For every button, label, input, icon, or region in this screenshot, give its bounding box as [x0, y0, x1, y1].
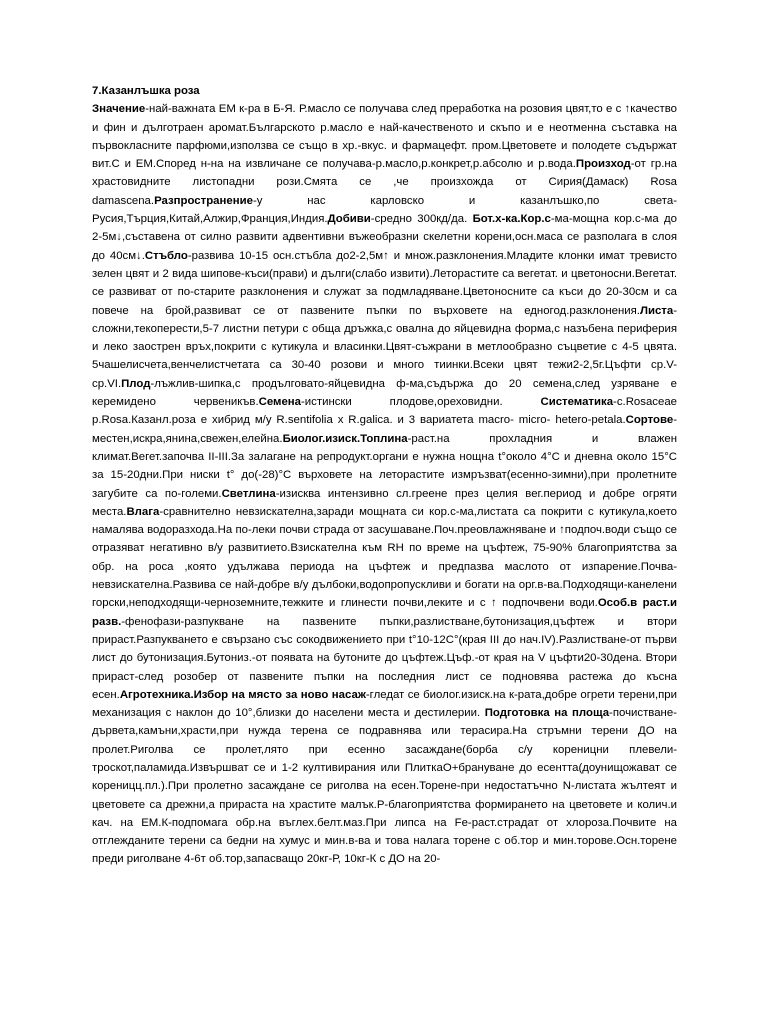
text-segment: -сравнително невзискателна,заради мощната си кор.с-ма,листата са покрити с кутикула,което намалява водоразхода.На по-леки почви страда от засушаване.Поч.преовлажняване и ↑подпоч.води също се отразяват негативно в/у развитието.Взискателна към RH по време на цъфтеж, 75-90% благоприятства за обр. на роса ,която удължава периода на цъфтеж и предпазва маслото от изпарение.Почва-невзискателна.Развива се най-добре в/у дълбоки,водопропускливи и богати на орг.в-ва.Подходящи-канелени горски,неподходящи-черноземните,тежките и глинести почви,леките и с ↑ подпочвени води. [92, 505, 677, 610]
text-segment: -гледат се биолог.изиск.на к-рата,добре огрети терени,при механизация с наклон до 10°,близки до населени места и дестилерии. [92, 688, 677, 720]
bold-heading-segment: Добиви [327, 213, 371, 226]
section-title: 7.Казанлъшка роза [92, 85, 200, 97]
text-segment: -истински плодове,ореховидни. [301, 396, 541, 409]
bold-heading-segment: Семена [258, 396, 302, 409]
text-segment: -местен,искра,янина,свежен,елейна. [92, 414, 677, 445]
bold-heading-segment: Разпространение [154, 194, 253, 207]
bold-heading-segment: Произход [575, 158, 631, 171]
bold-heading-segment: Биолог.изиск.Топлина [282, 432, 408, 445]
bold-heading-segment: Агротехника.Избор на място за ново насаж [119, 688, 366, 701]
text-segment: -лъжлив-шипка,с продълговато-яйцевидна ф-ма,съдържа до 20 семена,след узряване е керемидено червеникъв. [92, 377, 677, 409]
bold-heading-segment: Сортове [625, 414, 674, 427]
text-segment: -най-важната ЕМ к-ра в Б-Я. Р.масло се получава след преработка на розовия цвят,то е с ↑качество и фин и дълготраен аромат.Българското р.масло е най-качественото и скъпо и е неотменна съставка на първокласните парфюми,използва се също в хр.-вкус. и фармацефт. пром.Цветовете и полодете съдържат вит.С и ЕМ.Според н-на на извличане се получава-р.масло,р.конкрет,р.абсолю и р.вода. [92, 103, 677, 171]
bold-heading-segment: Подготовка на площа [484, 707, 610, 720]
text-segment: -раст.на прохладния и влажен климат.Вегет.започва II-III.За залагане на репродукт.органи е нужна нощна t°около 4°С и дневна около 15°С за 15-20дни.При ниски t° до(-28)°С върховете на леторастите измръзват(есенно-зимни),при пролетните загубите са по-големи. [92, 432, 677, 500]
bold-heading-segment: Плод [121, 377, 151, 390]
text-segment: -от гр.на храстовидните листопадни рози.Смята се ,че произхожда от Сирия(Дамаск) Rosa damascena. [92, 158, 677, 207]
text-segment: -развива 10-15 осн.стъбла до2-2,5м↑ и множ.разклонения.Младите клонки имат тревисто зелен цвят и 2 вида шипове-къси(прави) и дълги(слабо извити).Леторастите са вегетат. и цветоносни.Вегетат. се развиват от по-старите разклонения и служат за подмладяване.Цветоносните са къси до 20-30см и са повече на брой,развиват се от пазвените пъпки по върховете на едногод.разклонения. [92, 249, 677, 317]
text-segment: -ма-мощна кор.с-ма до 2-5м↓,съставена от силно развити адвентивни въжеобразни скелетни корени,осн.маса се разполага в слоя до 40см↓. [92, 213, 677, 262]
text-segment: -почистване-дървета,камъни,храсти,при нужда терена се подравнява или терасира.На стръмни терени ДО на пролет.Риголва се пролет,лято при есенно засаждане(борба с/у кореницни плевели-троскот,паламида.Извършват се и 1-2 култивирания или ПлиткаО+брануване до есентта(доунищожават се кореницц.пл.).При пролетно засаждане се риголва на есен.Торене-при недостатъчно N-листата жълтеят и цветовете са дрежни,а прираста на храстите малък.Р-благоприятства формирането на цветовете и колич.и кач. на ЕМ.К-подпомага обр.на въглех.белт.маз.При липса на Fe-раст.страдат от хлороза.Почвите на отглежданите терени са бедни на хумус и мин.в-ва и това налага торене с об.тор и мин.торове.Осн.торене преди риголване 4-6т об.тор,запасващо 20кг-Р, 10кг-К с ДО на 20- [92, 707, 677, 866]
bold-heading-segment: Систематика [540, 396, 614, 409]
text-segment: -фенофази-разпукване на пазвените пъпки,разлистване,бутонизация,цъфтеж и втори прираст.Разпукването е свързано със сокодвижението при t°10-12С°(края III до нач.IV).Разлистване-от първи лист до бутонизация.Бутониз.-от появата на бутоните до цъфтеж.Цъф.-от края на V цъфти20-30дена. Втори прираст-след розобер от пазвените пъпки на последния лист се подновява растежа до късна есен. [92, 615, 677, 701]
bold-heading-segment: Стъбло [144, 249, 188, 262]
bold-heading-segment: Влага [126, 505, 160, 518]
document-body [92, 100, 677, 868]
text-segment: -изисква интензивно сл.греене през целия вег.период и добре огряти места. [92, 487, 677, 518]
document-page [92, 82, 677, 869]
bold-heading-segment: Светлина [221, 487, 276, 500]
text-segment: -с.Rosaceae р.Rosa.Казанл.роза е хибрид м/у R.sentifolia x R.galica. и 3 вариатета macro- micro- hetero-petala. [92, 396, 677, 427]
text-segment: -средно 300кд/да. [370, 213, 473, 226]
bold-heading-segment: Бот.х-ка.Кор.с [472, 213, 551, 226]
text-segment: - сложни,текоперести,5-7 листни петури с обща дръжка,с овална до яйцевидна форма,с назъбена периферия и леко заострен връх,покрити с кутикула и власинки.Цвят-съжрани в метлообразно съцветие с 4-5 цвята. 5чашелисчета,венчелистчетата са 30-40 розови и много тиинки.Всеки цвят тежи2-2,5г.Цъфти ср.V-ср.VI. [92, 304, 677, 390]
text-segment: -у нас карловско и казанлъшко,по света-Русия,Търция,Китай,Алжир,Франция,Индия. [92, 194, 677, 226]
bold-heading-segment: Значение [92, 103, 146, 116]
bold-heading-segment: Листа [639, 304, 674, 317]
bold-heading-segment: Особ.в раст.и разв. [92, 597, 677, 628]
